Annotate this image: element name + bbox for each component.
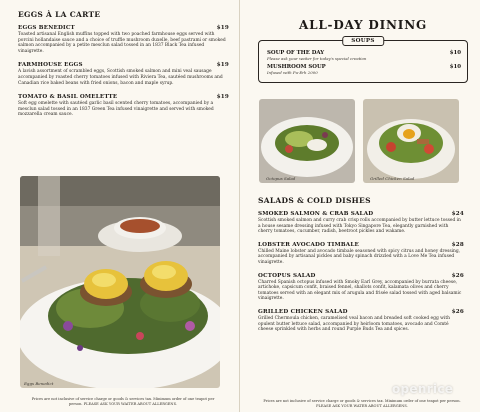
item-price: $26: [451, 272, 464, 279]
item-price: $19: [216, 94, 229, 101]
item-description: Infused with Pu-Erh 2000: [267, 70, 318, 75]
item-name: SOUP OF THE DAY: [267, 50, 325, 56]
item-description: Soft egg omelette with sautéed garlic basil scented cherry tomatoes, accompanied by a mesclun salad tossed in an 1837 Green Tea infused vinaigrette and served with smoked mozzarella cream sauce.: [18, 101, 214, 118]
menu-item: [258, 242, 464, 266]
section-title-salads: SALADS & COLD DISHES: [258, 196, 371, 205]
photo-caption: Octopus Salad: [266, 176, 296, 181]
item-name: OCTOPUS SALAD: [258, 272, 316, 279]
page-title: ALL-DAY DINING: [298, 18, 428, 32]
item-price: $19: [216, 25, 229, 31]
item-price: $26: [451, 308, 464, 315]
item-price: $19: [216, 62, 229, 69]
item-name: GRILLED CHICKEN SALAD: [258, 308, 348, 315]
photo-caption: Eggs Benedict: [24, 381, 54, 386]
octopus-salad-photo: [259, 99, 355, 183]
openrice-watermark: openrice: [392, 382, 454, 396]
grilled-chicken-salad-photo: [363, 99, 459, 183]
item-description: Grilled Chermoula chicken, caramelised veal bacon and breaded soft cooked egg with opulent butter lettuce salad, accompanied by heirloom tomatoes, avocado and Comté cheese sprinkled with herbs and round Purple Buds Tea and spices.: [258, 315, 450, 333]
item-description: Charred Spanish octopus infused with Smoky Earl Grey, accompanied by burrata cheese, artichoke, capsicum confit, braised fennel, shallots confit, kalamata olives and cherry tomatoes served with an elegant mix of arugula and frisée salad tossed with aged balsamic vinaigrette.: [258, 279, 462, 302]
soups-label: SOUPS: [342, 36, 384, 46]
item-name: TOMATO & BASIL OMELETTE: [18, 94, 118, 101]
eggs-benedict-photo: [20, 176, 220, 388]
menu-item: [258, 309, 464, 333]
menu-item: [18, 25, 229, 54]
item-name: EGGS BENEDICT: [18, 25, 75, 31]
item-description: Please ask your waiter for today's special creation: [267, 56, 367, 61]
item-description: Chilled Maine lobster and avocado timbale seasoned with spicy citrus and honey dressing, accompanied by artisanal pickles and baby spinach drizzled with a Love Me Tea infused vinaigrette.: [258, 248, 461, 265]
menu-item: [18, 62, 229, 86]
soups-box: [258, 40, 468, 83]
footnote: Prices are not inclusive of service charge or goods & services tax. Minimum order of one teapot per person. PLEASE ASK YOUR WATER ABOUT ALLERGENS.: [263, 399, 461, 408]
menu-item: [18, 94, 229, 118]
section-title-eggs: EGGS À LA CARTE: [18, 10, 101, 19]
photo-caption: Grilled Chicken Salad: [370, 176, 415, 181]
item-description: A lavish assortment of scrambled eggs, Scottish smoked salmon and mini veal sausage accompanied by roasted cherry tomatoes infused with Riviera Tea, sautéed mushrooms and Canadian rice baked beans with fried onions, bacon and maple syrup.: [18, 69, 223, 86]
item-name: SMOKED SALMON & CRAB SALAD: [258, 211, 374, 217]
item-price: $10: [449, 50, 461, 56]
item-description: Scottish smoked salmon and curry crab crisp rolls accompanied by butter lettuce tossed in a house sesame dressing infused with Tokyo Singapore Tea, elegantly garnished with cherry tomatoes, cucumber, radish, beetroot pickles and wakame.: [258, 218, 461, 235]
footnote: Prices are not inclusive of service charge or goods & services tax. Minimum order of one teapot per person. PLEASE ASK YOUR WAITER ABOUT ALLERGENS.: [31, 397, 215, 406]
item-name: FARMHOUSE EGGS: [18, 62, 83, 69]
item-name: MUSHROOM SOUP: [267, 64, 326, 70]
menu-item: [258, 211, 464, 235]
salads-section: [258, 196, 464, 337]
item-description: Toasted artisanal English muffins topped with two poached farmhouse eggs served with porcini hollandaise sauce and a choice of truffle mushroom duxelle, beef pastrami or smoked salmon accompanied by a petite mesclun salad tossed in an 1837 Black Tea infused vinaigrette.: [18, 32, 226, 54]
item-price: $10: [449, 64, 461, 70]
item-price: $24: [451, 211, 464, 217]
menu-item: [258, 273, 464, 302]
item-name: LOBSTER AVOCADO TIMBALE: [258, 241, 359, 248]
item-price: $28: [451, 241, 464, 248]
